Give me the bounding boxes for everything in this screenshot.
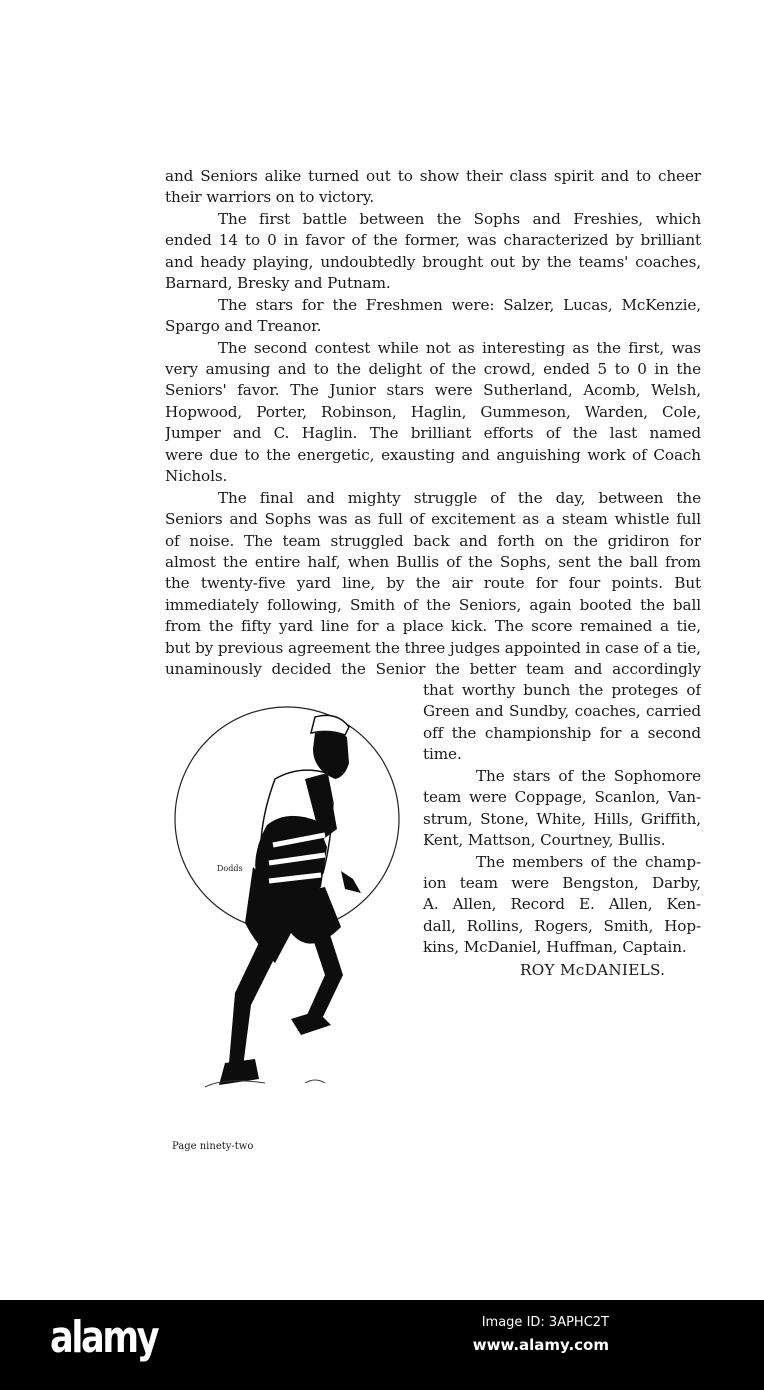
text-line: but by previous agreement the three judges appointed in case of a tie, [165,638,701,657]
text-line: Kent, Mattson, Courtney, Bullis. [423,831,666,850]
text-line: of noise. The team struggled back and forth on the gridiron for [165,531,701,550]
text-line: and heady playing, undoubtedly brought out by the teams' coaches, [165,252,701,271]
text-line: and Seniors alike turned out to show their class spirit and to cheer [165,167,701,185]
text-line: Barnard, Bresky and Putnam. [165,274,391,293]
text-line: Spargo and Treanor. [165,317,322,336]
text-line: ended 14 to 0 in favor of the former, was characterized by brilliant [165,231,701,250]
text-line: immediately following, Smith of the Seniors, again booted the ball [165,595,701,614]
alamy-logo: alamy [50,1312,158,1363]
text-line: Seniors' favor. The Junior stars were Sutherland, Acomb, Welsh, [165,381,701,400]
text-line: Jumper and C. Haglin. The brilliant efforts of the last named [165,424,701,443]
article-right-column [423,680,701,959]
text-line: The final and mighty struggle of the day, between the [218,488,701,507]
paragraph [165,166,701,209]
text-line: that worthy bunch the proteges of [423,681,701,699]
text-line: from the fifty yard line for a place kick. The score remained a tie, [165,617,701,636]
text-line: Green and Sundby, coaches, carried [423,702,701,721]
text-line: unaminously decided the Senior the better team and accordingly [165,660,701,679]
paragraph [423,680,701,766]
watermark-bar [0,1300,764,1390]
text-line: The stars of the Sophomore [476,766,701,785]
text-line: Seniors and Sophs was as full of excitement as a steam whistle full [165,510,701,529]
text-line: almost the entire half, when Bullis of the Sophs, sent the ball from [165,552,701,571]
text-line: were due to the energetic, exausting and anguishing work of Coach [165,445,701,464]
text-line: The stars for the Freshmen were: Salzer, Lucas, McKenzie, [218,295,701,314]
illustrator-signature: Dodds [217,864,243,873]
text-line: ion team were Bengston, Darby, [423,873,701,892]
text-line: the twenty-five yard line, by the air route for four points. But [165,574,701,593]
text-line: The first battle between the Sophs and Freshies, which [218,209,701,228]
page-number: Page ninety-two [172,1141,254,1152]
text-line: The second contest while not as interesting as the first, was [218,338,701,357]
text-line: very amusing and to the delight of the crowd, ended 5 to 0 in the [165,359,701,378]
paragraph [165,295,701,338]
paragraph [165,209,701,295]
paragraph [423,852,701,959]
text-line: The members of the champ- [476,852,701,871]
text-line: their warriors on to victory. [165,188,375,207]
text-line: kins, McDaniel, Huffman, Captain. [423,938,687,957]
text-line: Hopwood, Porter, Robinson, Haglin, Gummeson, Warden, Cole, [165,402,701,421]
paragraph [165,488,701,681]
text-line: time. [423,745,462,764]
watermark-url: www.alamy.com [472,1336,609,1354]
article-left-column [165,166,701,681]
paragraph [165,338,701,488]
text-line: A. Allen, Record E. Allen, Ken- [423,895,701,914]
text-line: dall, Rollins, Rogers, Smith, Hop- [423,916,701,935]
paragraph [423,766,701,852]
player-silhouette [219,715,361,1085]
text-line: Nichols. [165,467,228,486]
author-signature: ROY McDANIELS. [520,961,666,979]
text-line: strum, Stone, White, Hills, Griffith, [423,809,701,828]
image-id: Image ID: 3APHC2T [481,1315,609,1330]
text-line: off the championship for a second [423,723,701,742]
text-line: team were Coppage, Scanlon, Van- [423,788,701,807]
football-player-illustration [165,695,405,1105]
